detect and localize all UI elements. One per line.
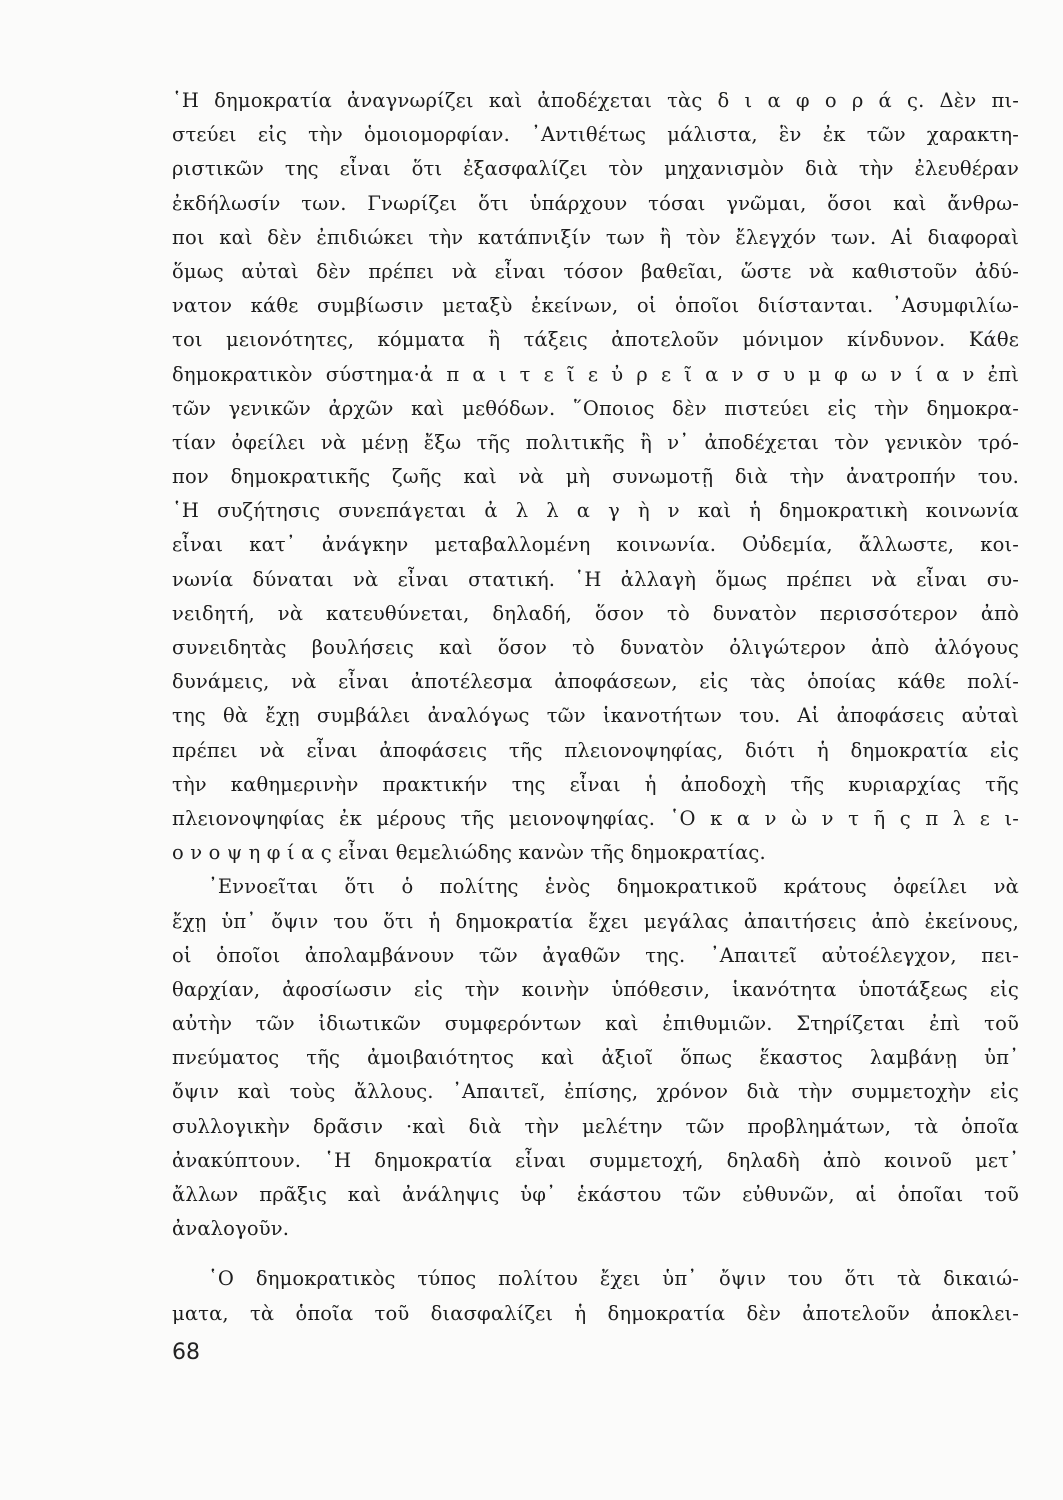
text-line: τοι μειονότητες, κόμματα ἢ τάξεις ἀποτελοῦν μόνιμον κίνδυνον. Κάθε (172, 328, 1019, 352)
text-line: συνειδητὰς βουλήσεις καὶ ὅσον τὸ δυνατὸν ὀλιγώτερον ἀπὸ ἀλόγους (172, 636, 1019, 659)
paragraph-gap (172, 1246, 1019, 1262)
text-line: τίαν ὀφείλει νὰ μένῃ ἔξω τῆς πολιτικῆς ἢ ν᾿ ἀποδέχεται τὸν γενικὸν τρό- (172, 430, 1019, 454)
text-line: αὐτὴν τῶν ἰδιωτικῶν συμφερόντων καὶ ἐπιθυμιῶν. Στηρίζεται ἐπὶ τοῦ (172, 1012, 1019, 1036)
text-line: νατον κάθε συμβίωσιν μεταξὺ ἐκείνων, οἱ ὁποῖοι διίστανται. ᾿Ασυμφιλίω- (172, 294, 1019, 318)
text-line: ἐκδήλωσίν των. Γνωρίζει ὅτι ὑπάρχουν τόσαι γνῶμαι, ὅσοι καὶ ἄνθρω- (172, 191, 1019, 215)
text-line: πνεύματος τῆς ἀμοιβαιότητος καὶ ἀξιοῖ ὅπως ἕκαστος λαμβάνῃ ὑπ᾿ (172, 1046, 1019, 1070)
text-line: ἀνακύπτουν. ῾Η δημοκρατία εἶναι συμμετοχή, δηλαδὴ ἀπὸ κοινοῦ μετ᾿ (172, 1148, 1019, 1172)
paragraph-2 (172, 870, 1019, 1246)
text-line: δημοκρατικὸν σύστημα·ἀ π α ι τ ε ῖ ε ὐ ρ ε ῖ α ν σ υ μ φ ω ν ί α ν ἐπὶ (172, 362, 1019, 386)
text-line: ἔχῃ ὑπ᾿ ὄψιν του ὅτι ἡ δημοκρατία ἔχει μεγάλας ἀπαιτήσεις ἀπὸ ἐκείνους, (172, 909, 1019, 933)
text-line: ριστικῶν της εἶναι ὅτι ἐξασφαλίζει τὸν μηχανισμὸν διὰ τὴν ἐλευθέραν (172, 157, 1019, 181)
text-line: ῾Η συζήτησις συνεπάγεται ἀ λ λ α γ ὴ ν καὶ ἡ δημοκρατικὴ κοινωνία (172, 499, 1019, 523)
text-line: πρέπει νὰ εἶναι ἀποφάσεις τῆς πλειονοψηφίας, διότι ἡ δημοκρατία εἰς (172, 738, 1019, 762)
text-line: ᾿Εννοεῖται ὅτι ὁ πολίτης ἑνὸς δημοκρατικοῦ κράτους ὀφείλει νὰ (208, 875, 1019, 899)
text-line: οἱ ὁποῖοι ἀπολαμβάνουν τῶν ἀγαθῶν της. ᾿Απαιτεῖ αὐτοέλεγχον, πει- (172, 943, 1019, 967)
text-line: τῶν γενικῶν ἀρχῶν καὶ μεθόδων. ῞Οποιος δὲν πιστεύει εἰς τὴν δημοκρα- (172, 396, 1019, 420)
text-line: ὄψιν καὶ τοὺς ἄλλους. ᾿Απαιτεῖ, ἐπίσης, χρόνον διὰ τὴν συμμετοχὴν εἰς (172, 1080, 1019, 1104)
text-line: ποι καὶ δὲν ἐπιδιώκει τὴν κατάπνιξίν των ἢ τὸν ἔλεγχόν των. Αἱ διαφοραὶ (172, 225, 1019, 249)
text-line: δυνάμεις, νὰ εἶναι ἀποτέλεσμα ἀποφάσεων, εἰς τὰς ὁποίας κάθε πολί- (172, 670, 1019, 694)
text-line: ῾Η δημοκρατία ἀναγνωρίζει καὶ ἀποδέχεται τὰς δ ι α φ ο ρ ά ς. Δὲν πι- (172, 89, 1019, 112)
text-line: πλειονοψηφίας ἐκ μέρους τῆς μειονοψηφίας. ῾Ο κ α ν ὼ ν τ ῆ ς π λ ε ι- (172, 806, 1019, 830)
text-line: πον δημοκρατικῆς ζωῆς καὶ νὰ μὴ συνωμοτῇ διὰ τὴν ἀνατροπήν του. (172, 465, 1019, 489)
text-line: ο ν ο ψ η φ ί α ς εἶναι θεμελιώδης κανὼν τῆς δημοκρατίας. (172, 841, 766, 865)
text-line: ὅμως αὐταὶ δὲν πρέπει νὰ εἶναι τόσον βαθεῖαι, ὥστε νὰ καθιστοῦν ἀδύ- (172, 259, 1019, 283)
page-body (172, 84, 1019, 1331)
text-line: εἶναι κατ᾿ ἀνάγκην μεταβαλλομένη κοινωνία. Οὐδεμία, ἄλλωστε, κοι- (172, 533, 1019, 557)
text-line: συλλογικὴν δρᾶσιν ·καὶ διὰ τὴν μελέτην τῶν προβλημάτων, τὰ ὁποῖα (172, 1114, 1019, 1138)
page-number: 68 (172, 1340, 200, 1365)
text-line: νωνία δύναται νὰ εἶναι στατική. ῾Η ἀλλαγὴ ὅμως πρέπει νὰ εἶναι συ- (172, 567, 1019, 591)
paragraph-1 (172, 84, 1019, 870)
text-line: τὴν καθημερινὴν πρακτικήν της εἶναι ἡ ἀποδοχὴ τῆς κυριαρχίας τῆς (172, 772, 1019, 796)
paragraph-3 (172, 1262, 1019, 1330)
text-line: ῾Ο δημοκρατικὸς τύπος πολίτου ἔχει ὑπ᾿ ὄψιν του ὅτι τὰ δικαιώ- (208, 1267, 1019, 1291)
text-line: νειδητή, νὰ κατευθύνεται, δηλαδή, ὅσον τὸ δυνατὸν περισσότερον ἀπὸ (172, 601, 1019, 625)
text-line: ἀναλογοῦν. (172, 1217, 290, 1241)
text-line: της θὰ ἔχῃ συμβάλει ἀναλόγως τῶν ἱκανοτήτων του. Αἱ ἀποφάσεις αὐταὶ (172, 704, 1019, 728)
text-line: ματα, τὰ ὁποῖα τοῦ διασφαλίζει ἡ δημοκρατία δὲν ἀποτελοῦν ἀποκλει- (172, 1301, 1019, 1325)
text-line: θαρχίαν, ἀφοσίωσιν εἰς τὴν κοινὴν ὑπόθεσιν, ἱκανότητα ὑποτάξεως εἰς (172, 977, 1019, 1001)
text-line: ἄλλων πρᾶξις καὶ ἀνάληψις ὑφ᾿ ἑκάστου τῶν εὐθυνῶν, αἱ ὁποῖαι τοῦ (172, 1183, 1019, 1206)
text-line: στεύει εἰς τὴν ὁμοιομορφίαν. ᾿Αντιθέτως μάλιστα, ἓν ἐκ τῶν χαρακτη- (172, 123, 1019, 147)
